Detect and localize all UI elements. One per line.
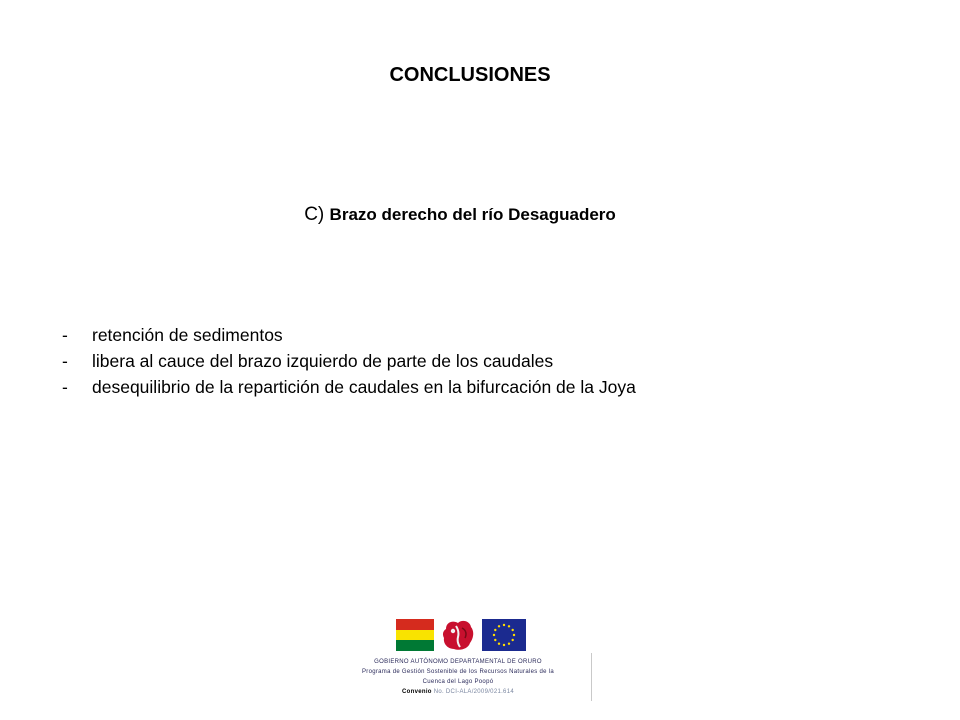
footer-divider: [591, 653, 592, 701]
oruro-seal-icon: [440, 617, 476, 653]
bullet-dash: -: [62, 377, 68, 397]
logo-strip: [396, 617, 526, 655]
bullet-dash: -: [62, 325, 68, 345]
institution-line-3: Cuenca del Lago Poopó: [422, 679, 494, 685]
institution-line-2: Programa de Gestión Sostenible de los Recursos Naturales de la: [361, 669, 555, 675]
list-item-text: desequilibrio de la repartición de caudales en la bifurcación de la Joya: [92, 377, 636, 397]
subtitle-prefix: C): [304, 204, 325, 225]
list-item: [62, 348, 636, 374]
bolivia-flag-icon: [396, 619, 434, 651]
list-item-text: retención de sedimentos: [92, 325, 283, 345]
bullet-dash: -: [62, 351, 68, 371]
convenio-label: Convenio: [402, 689, 432, 695]
conclusions-list: [62, 322, 636, 400]
list-item-text: libera al cauce del brazo izquierdo de parte de los caudales: [92, 351, 554, 371]
list-item: [62, 322, 636, 348]
slide-subtitle: [0, 204, 920, 226]
convenio-line: [330, 687, 586, 697]
institution-line-1: GOBIERNO AUTÓNOMO DEPARTAMENTAL DE ORURO: [374, 659, 542, 665]
eu-flag-icon: [482, 619, 526, 651]
subtitle-text: Brazo derecho del río Desaguadero: [329, 205, 616, 224]
convenio-number: No. DCI-ALA/2009/021.614: [433, 689, 514, 695]
footer-institutional: [330, 617, 592, 701]
institution-text: [330, 657, 586, 697]
list-item: [62, 374, 636, 400]
slide-title: CONCLUSIONES: [389, 64, 551, 86]
